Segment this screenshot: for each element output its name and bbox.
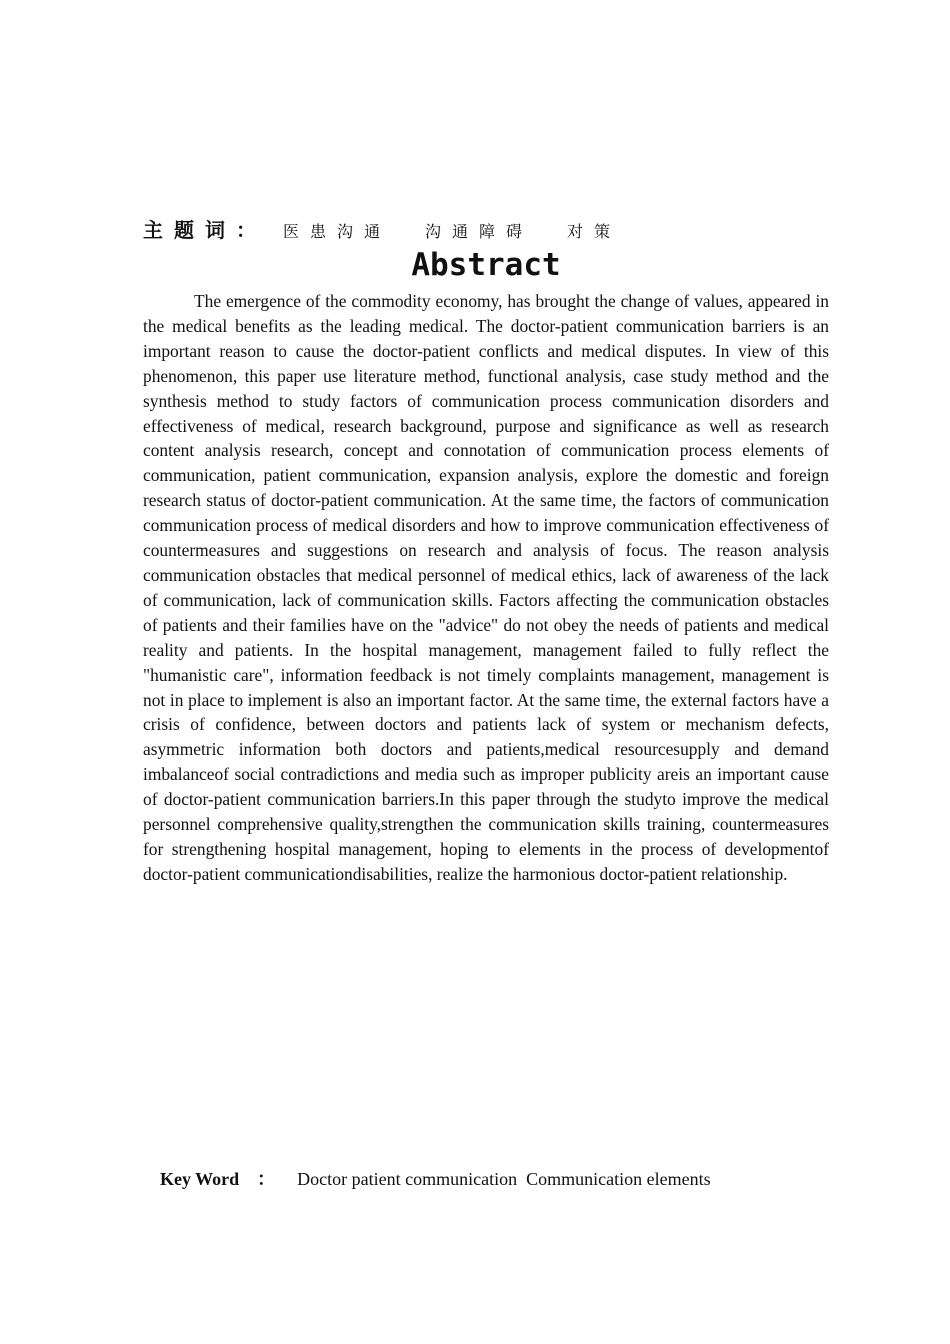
chinese-keyword-term: 医患沟通	[283, 222, 392, 241]
english-keywords-label: Key Word	[160, 1169, 240, 1189]
english-keywords-colon: ：	[257, 1169, 276, 1189]
english-keyword-term: Communication elements	[526, 1169, 711, 1189]
english-keywords-line	[160, 1166, 840, 1192]
chinese-keywords-label: 主题词：	[143, 218, 267, 242]
abstract-title: Abstract	[411, 247, 561, 283]
chinese-keyword-term: 对策	[567, 222, 622, 241]
chinese-keywords-line	[143, 214, 843, 244]
abstract-body: The emergence of the commodity economy, has brought the change of values, appeared in the medical benefits as the leading medical. The doctor-patient communication barriers is an important reason to cause the doctor-patient conflicts and medical disputes. In view of this phenomenon, this paper use literature method, functional analysis, case study method and the synthesis method to study factors of communication process communication disorders and effectiveness of medical, research background, purpose and significance as well as research content analysis research, concept and connotation of communication process elements of communication, patient communication, expansion analysis, explore the domestic and foreign research status of doctor-patient communication. At the same time, the factors of communication communication process of medical disorders and how to improve communication effectiveness of countermeasures and suggestions on research and analysis of focus. The reason analysis communication obstacles that medical personnel of medical ethics, lack of awareness of the lack of communication, lack of communication skills. Factors affecting the communication obstacles of patients and their families have on the "advice" do not obey the needs of patients and medical reality and patients. In the hospital management, management failed to fully reflect the "humanistic care", information feedback is not timely complaints management, management is not in place to implement is also an important factor. At the same time, the external factors have a crisis of confidence, between doctors and patients lack of system or mechanism defects, asymmetric information both doctors and patients,medical resourcesupply and demand imbalanceof social contradictions and media such as improper publicity areis an important cause of doctor-patient communication barriers.In this paper through the studyto improve the medical personnel comprehensive quality,strengthen the communication skills training, countermeasures for strengthening hospital management, hoping to elements in the process of developmentof doctor-patient communicationdisabilities, realize the harmonious doctor-patient relationship.	[143, 291, 829, 884]
chinese-keyword-term: 沟通障碍	[425, 222, 534, 241]
english-keyword-term: Doctor patient communication	[297, 1169, 518, 1189]
